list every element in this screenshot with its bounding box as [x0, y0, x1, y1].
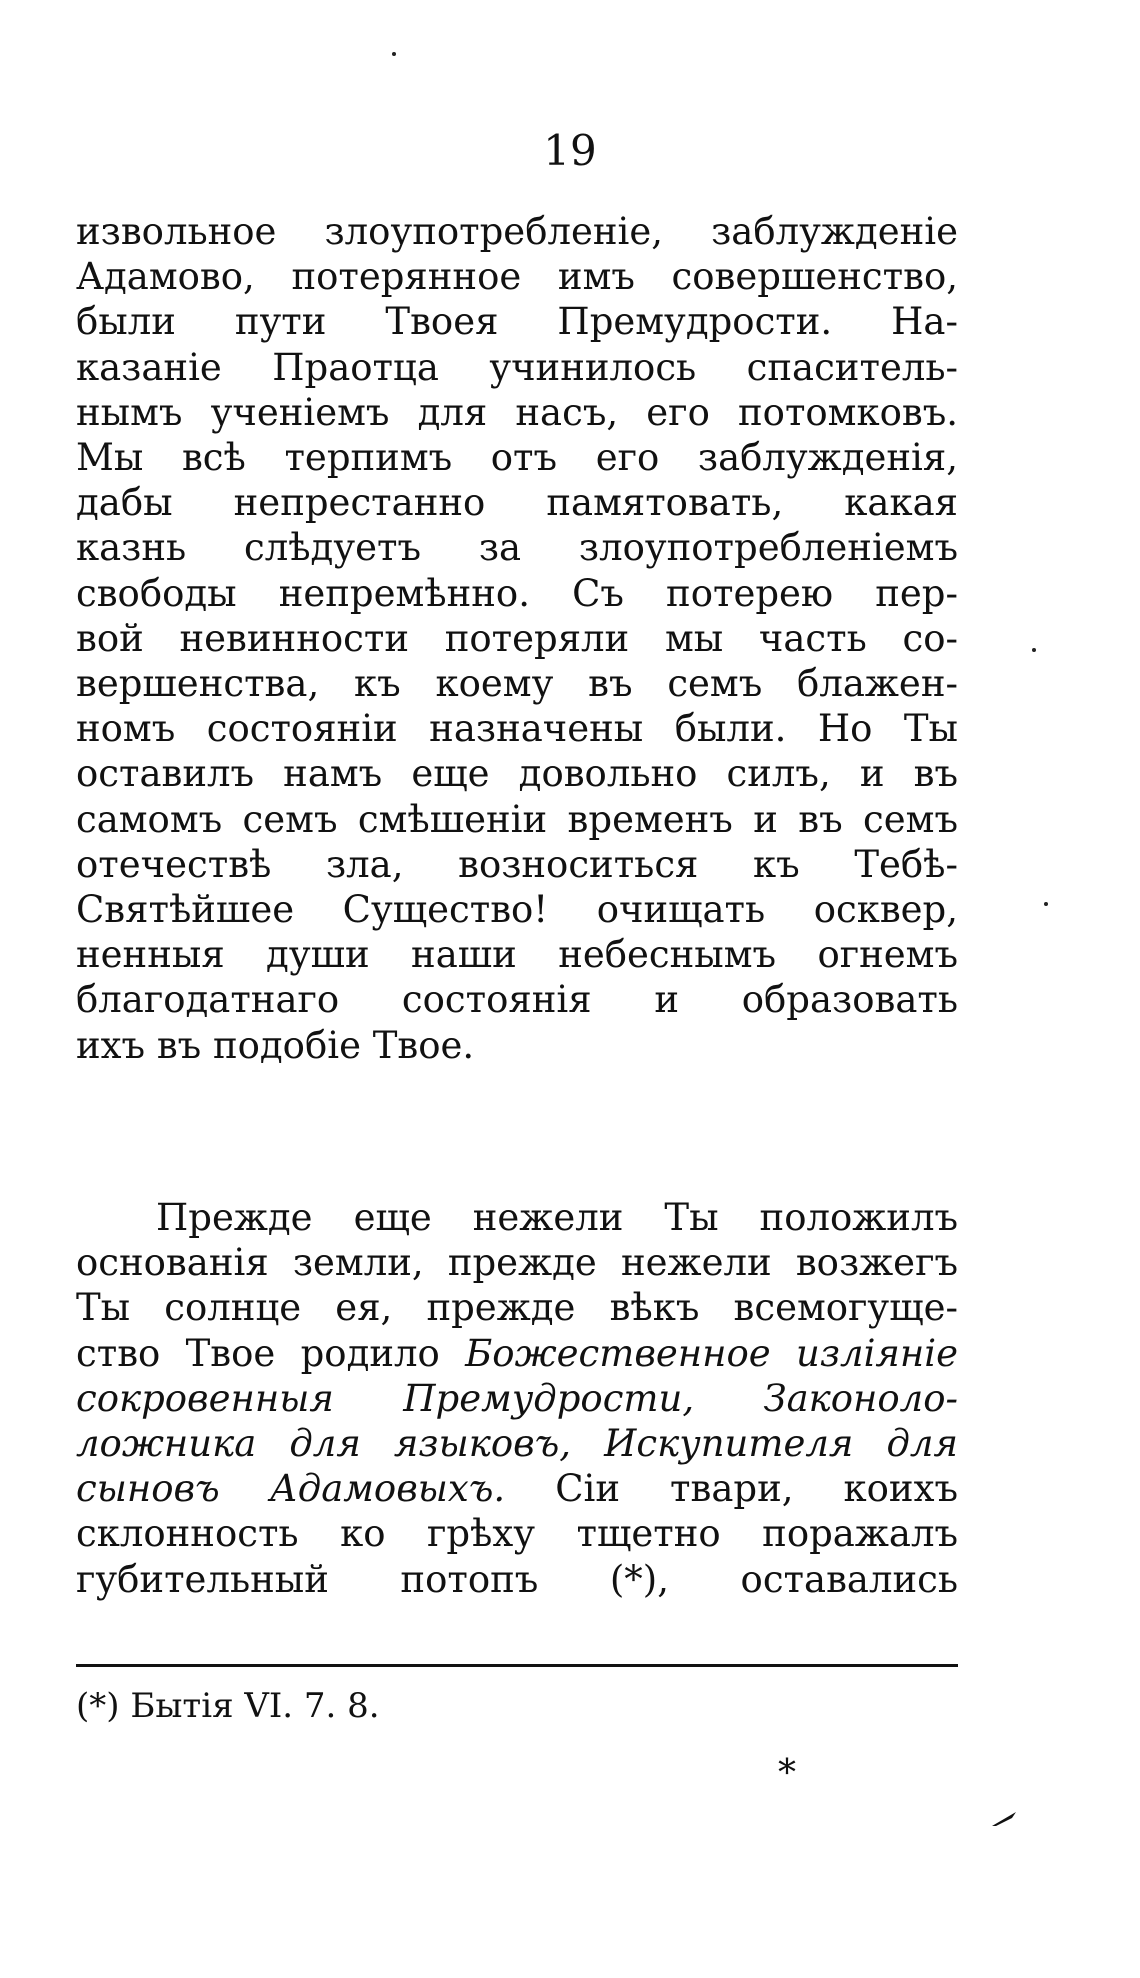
text-line: вой невинности потеряли мы часть со- [76, 616, 958, 660]
italic-line: ложника для языковъ, Искупителя для [76, 1422, 958, 1466]
text-segment: ство Твое родило [76, 1331, 466, 1375]
text-line: были пути Твоея Премудрости. На- [76, 300, 958, 344]
signature-mark: * [778, 1753, 796, 1794]
text-line: склонность ко грѣху тщетно поражалъ [76, 1512, 958, 1556]
text-line: благодатнаго состоянія и образовать [76, 978, 958, 1022]
text-line: самомъ семъ смѣшеніи временъ и въ семъ [76, 797, 958, 841]
text-line: извольное злоупотребленіе, заблужденіе [76, 210, 958, 253]
text-line-mixed [76, 1466, 958, 1511]
text-line: казнь слѣдуетъ за злоупотребленіемъ [76, 526, 958, 570]
paragraph-2 [76, 1195, 958, 1602]
text-line: отечествѣ зла, возноситься къ Тебѣ- [76, 842, 958, 886]
text-line: губительный потопъ (*), оставались [76, 1557, 958, 1601]
page-number: 19 [543, 126, 597, 175]
italic-segment: Божественное изліяніе [465, 1331, 958, 1375]
text-line: Прежде еще нежели Ты положилъ [156, 1196, 958, 1239]
text-line: свободы непремѣнно. Съ потерею пер- [76, 571, 958, 615]
text-line: основанія земли, прежде нежели возжегъ [76, 1241, 958, 1285]
text-line: ненныя души наши небеснымъ огнемъ [76, 933, 958, 977]
ink-speck [1032, 648, 1036, 652]
italic-line: сокровенныя Премудрости, Законоло- [76, 1376, 958, 1420]
text-segment: Сіи твари, коихъ [505, 1467, 958, 1511]
text-line: Святѣйшее Существо! очищать осквер, [76, 888, 958, 932]
text-line: ихъ въ подобіе Твое. [76, 1023, 475, 1067]
text-line: оставилъ намъ еще довольно силъ, и въ [76, 752, 958, 796]
italic-segment: сыновъ Адамовыхъ. [76, 1467, 506, 1511]
text-line: вершенства, къ коему въ семъ блажен- [76, 662, 958, 706]
footnote: (*) Бытія VI. 7. 8. [76, 1686, 380, 1726]
footnote-rule [76, 1664, 958, 1667]
text-line: номъ состояніи назначены были. Но Ты [76, 707, 958, 751]
ink-speck [1044, 902, 1048, 906]
text-line: нымъ ученіемъ для насъ, его потомковъ. [76, 390, 958, 434]
text-line: дабы непрестанно памятовать, какая [76, 481, 958, 525]
ink-stroke [990, 1810, 1018, 1828]
text-line-mixed [76, 1331, 958, 1376]
paragraph-1 [76, 209, 958, 1068]
ink-speck [392, 52, 396, 56]
text-line: Ты солнце ея, прежде вѣкъ всемогуще- [76, 1286, 958, 1330]
text-line: казаніе Праотца учинилось спаситель- [76, 345, 958, 389]
text-line: Адамово, потерянное имъ совершенство, [76, 255, 958, 299]
text-line: Мы всѣ терпимъ отъ его заблужденія, [76, 436, 958, 480]
